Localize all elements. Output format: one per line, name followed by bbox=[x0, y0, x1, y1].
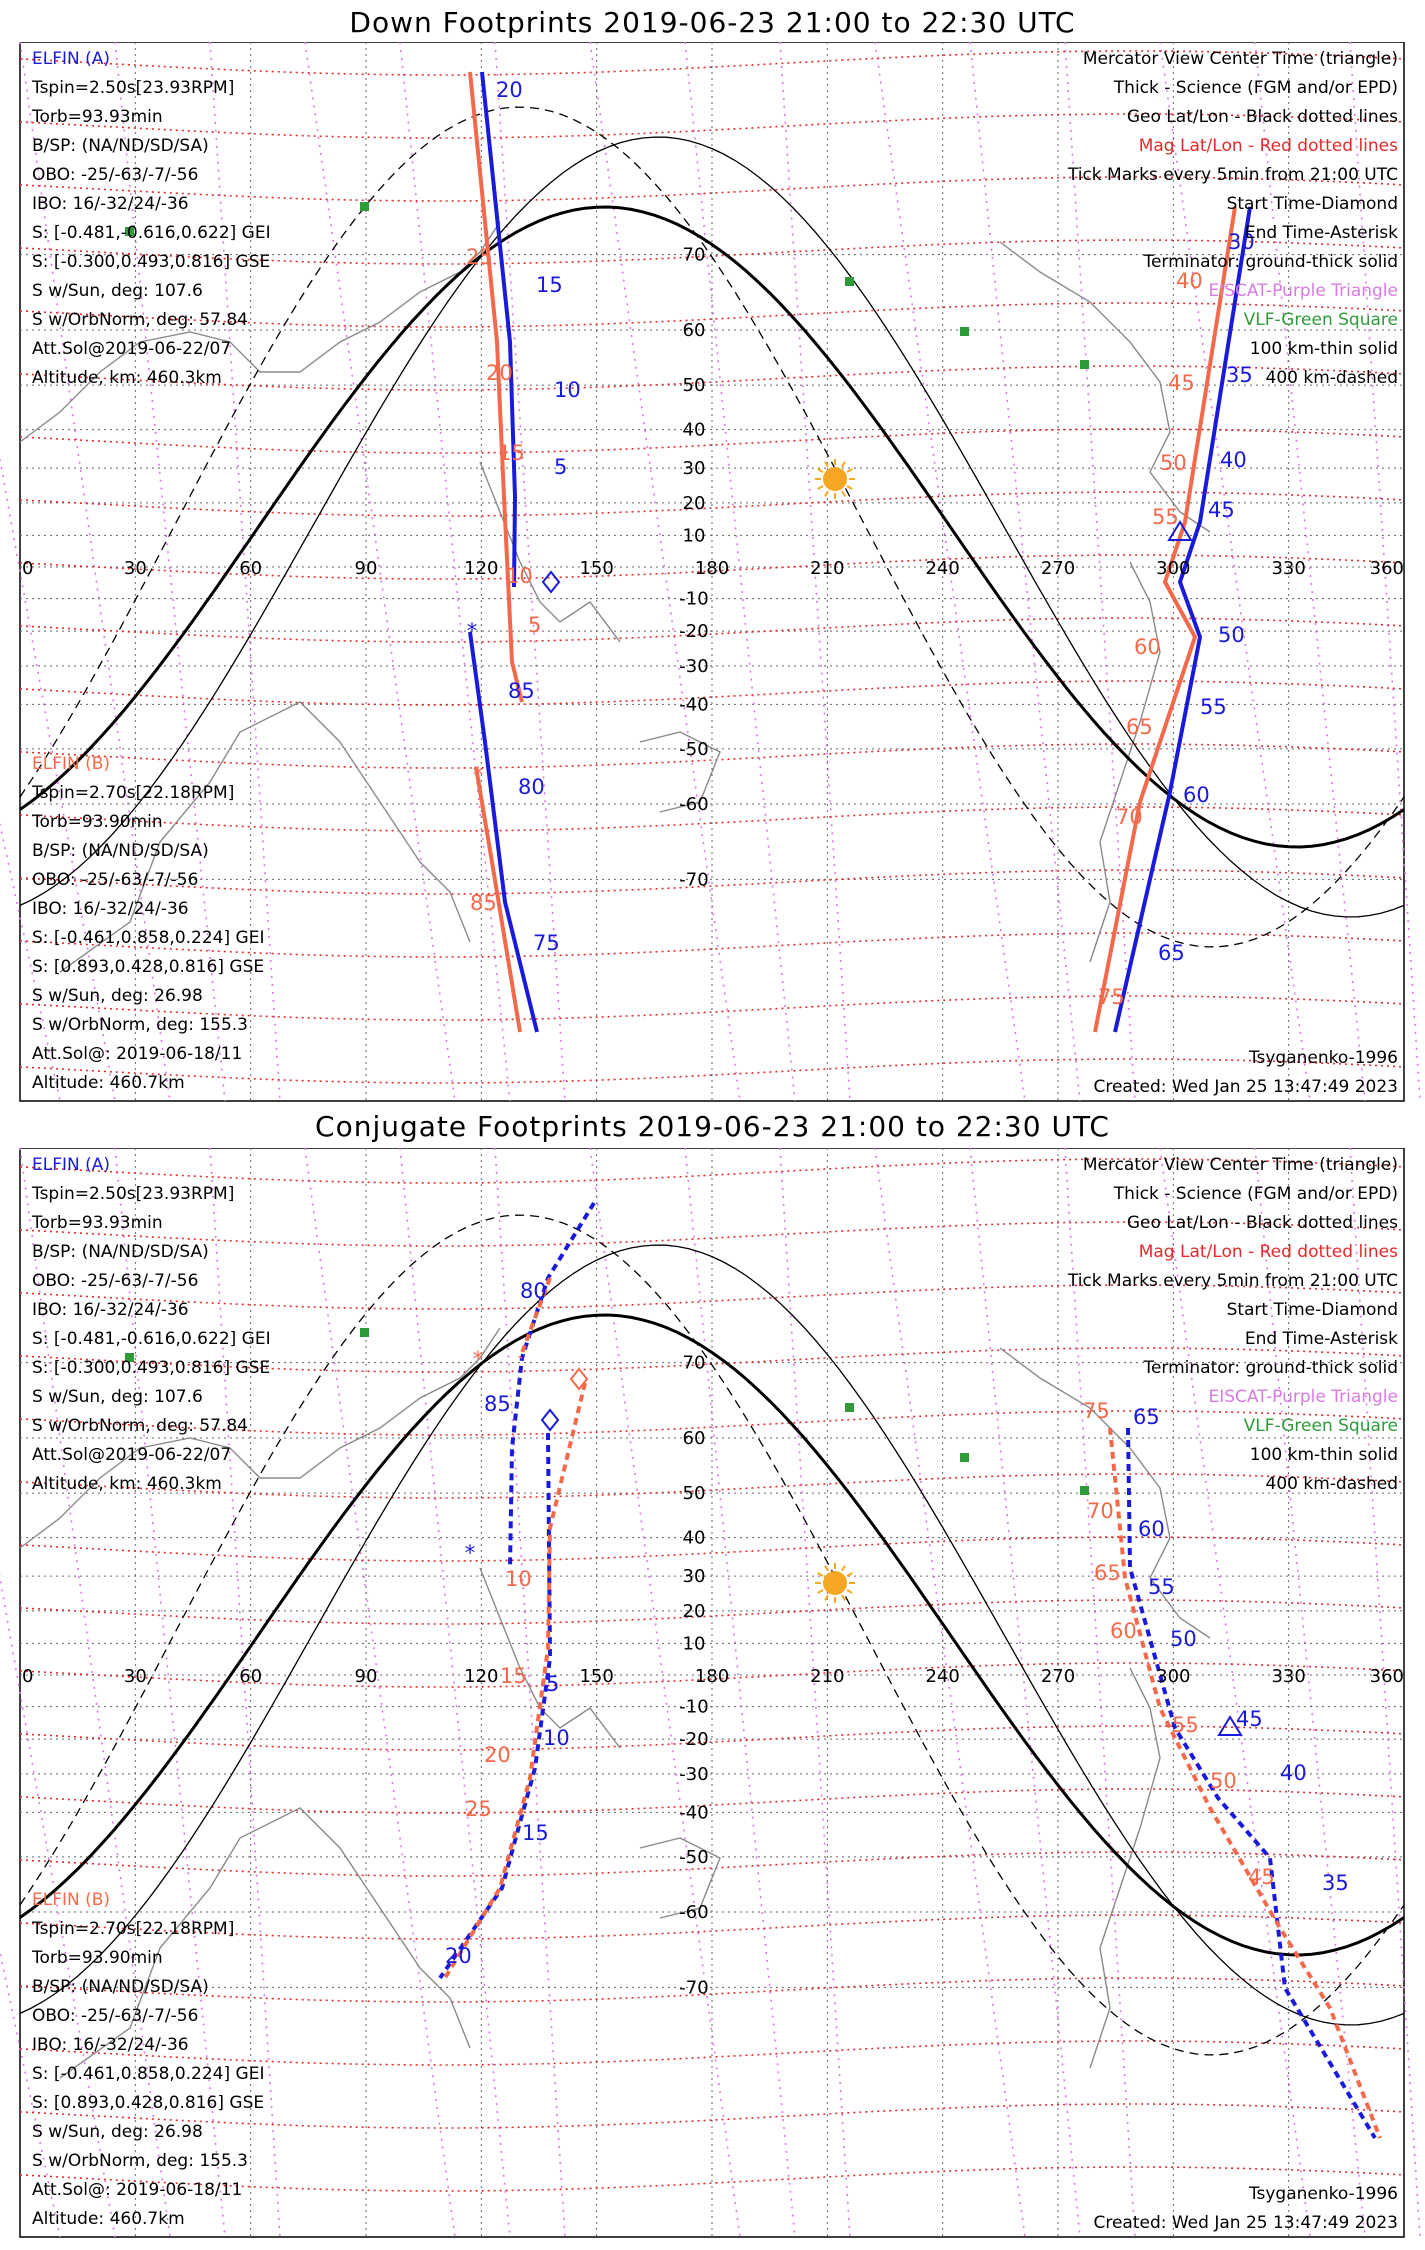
mag-meridian bbox=[305, 1148, 455, 2237]
lon-tick-label: 90 bbox=[354, 1666, 378, 1687]
elfin-b-info-line: Torb=93.90min bbox=[32, 812, 163, 832]
end-asterisk-icon: * bbox=[472, 763, 484, 787]
elfin-a-info bbox=[31, 1155, 271, 1494]
sun-icon bbox=[823, 467, 847, 491]
lon-tick-label: 360 bbox=[1369, 1666, 1404, 1687]
elfin-a-tick-label: 45 bbox=[1208, 498, 1235, 522]
elfin-b-info-line: IBO: 16/-32/24/-36 bbox=[32, 899, 189, 919]
legend-entry: EISCAT-Purple Triangle bbox=[1208, 281, 1398, 301]
panel-1-title: Down Footprints 2019-06-23 21:00 to 22:30 UTC bbox=[349, 6, 1076, 39]
sun-ray bbox=[825, 1566, 828, 1571]
elfin-a-info-line: Att.Sol@2019-06-22/07 bbox=[32, 1445, 232, 1465]
lat-tick-label: -30 bbox=[679, 655, 709, 677]
created-timestamp: Created: Wed Jan 25 13:47:49 2023 bbox=[1093, 1077, 1398, 1097]
lon-tick-label: 330 bbox=[1271, 1666, 1306, 1687]
legend-entry: Thick - Science (FGM and/or EPD) bbox=[1113, 78, 1398, 98]
elfin-b-info-line: S: [-0.461,0.858,0.224] GEI bbox=[32, 2064, 265, 2084]
lon-tick-label: 300 bbox=[1156, 558, 1191, 579]
lon-tick-label: 0 bbox=[22, 558, 34, 579]
elfin-a-tick-label: 20 bbox=[445, 1944, 472, 1968]
elfin-a-info-line: Altitude, km: 460.3km bbox=[32, 1474, 222, 1494]
elfin-a-track-right bbox=[1115, 207, 1250, 1032]
sun-ray bbox=[847, 1590, 852, 1593]
elfin-a-tick-label: 60 bbox=[1138, 1517, 1165, 1541]
elfin-a-tick-label: 80 bbox=[518, 775, 545, 799]
lon-tick-label: 270 bbox=[1040, 1666, 1076, 1687]
legend-entry: Start Time-Diamond bbox=[1226, 1300, 1398, 1320]
sun-ray bbox=[842, 1595, 845, 1600]
elfin-b-tick-label: 45 bbox=[1248, 1865, 1275, 1889]
model-label: Tsyganenko-1996 bbox=[1248, 2184, 1398, 2204]
lon-tick-label: 210 bbox=[810, 558, 845, 579]
elfin-a-tick-label: 55 bbox=[1148, 1575, 1175, 1599]
elfin-a-info-line: Att.Sol@2019-06-22/07 bbox=[32, 339, 232, 359]
elfin-b-info-line: OBO: -25/-63/-7/-56 bbox=[32, 870, 199, 890]
lon-tick-label: 120 bbox=[464, 558, 499, 579]
elfin-a-info-line: Tspin=2.50s[23.93RPM] bbox=[32, 78, 235, 98]
vlf-station-square bbox=[360, 1328, 369, 1337]
legend-entry: Thick - Science (FGM and/or EPD) bbox=[1113, 1184, 1398, 1204]
legend-entry: Mercator View Center Time (triangle) bbox=[1082, 49, 1398, 69]
elfin-a-tick-label: 45 bbox=[1236, 1707, 1263, 1731]
lat-tick-label: 20 bbox=[682, 1600, 706, 1622]
mag-meridian bbox=[1065, 42, 1135, 1101]
lat-tick-label: 50 bbox=[682, 375, 706, 397]
legend-entry: EISCAT-Purple Triangle bbox=[1208, 1387, 1398, 1407]
sun-ray bbox=[847, 469, 852, 472]
lat-tick-label: 40 bbox=[682, 1527, 706, 1549]
sun-ray bbox=[842, 462, 845, 467]
lat-tick-label: -60 bbox=[679, 1902, 709, 1924]
lat-tick-label: 70 bbox=[682, 1352, 706, 1374]
elfin-a-info-line: S: [-0.300,0.493,0.816] GSE bbox=[32, 252, 271, 272]
elfin-a-info-line: B/SP: (NA/ND/SD/SA) bbox=[32, 136, 209, 156]
elfin-a-tick-label: 65 bbox=[1158, 941, 1185, 965]
elfin-a-info-line: S w/OrbNorm, deg: 57.84 bbox=[32, 1416, 249, 1436]
elfin-a-tick-label: 35 bbox=[1322, 1871, 1349, 1895]
elfin-b-tick-label: 15 bbox=[498, 441, 525, 465]
lon-tick-label: 150 bbox=[579, 1666, 614, 1687]
lat-tick-label: 60 bbox=[682, 319, 706, 341]
lat-tick-label: 30 bbox=[682, 458, 706, 480]
elfin-a-tick-label: 55 bbox=[1200, 695, 1227, 719]
lon-tick-label: 120 bbox=[464, 1666, 499, 1687]
down-footprints-map bbox=[0, 42, 1425, 1107]
lon-tick-label: 90 bbox=[354, 558, 378, 579]
elfin-a-tick-label: 35 bbox=[1226, 363, 1253, 387]
lat-tick-label: 50 bbox=[682, 1483, 706, 1505]
elfin-b-info-line: S w/OrbNorm, deg: 155.3 bbox=[32, 2151, 249, 2171]
elfin-b-info bbox=[31, 754, 264, 1093]
vlf-station-square bbox=[960, 327, 969, 336]
elfin-a-tick-label: 50 bbox=[1218, 623, 1245, 647]
legend-entry: End Time-Asterisk bbox=[1244, 1329, 1398, 1349]
elfin-a-info-line: B/SP: (NA/ND/SD/SA) bbox=[32, 1242, 209, 1262]
conjugate-footprints-map bbox=[0, 1148, 1425, 2243]
elfin-b-tick-label: 15 bbox=[500, 1664, 527, 1688]
end-asterisk-icon: * bbox=[466, 619, 478, 643]
legend-entry: 400 km-dashed bbox=[1265, 1474, 1398, 1494]
elfin-b-info-line: S w/Sun, deg: 26.98 bbox=[32, 986, 203, 1006]
elfin-a-name: ELFIN (A) bbox=[32, 1155, 111, 1175]
elfin-b-tick-label: 10 bbox=[505, 1567, 532, 1591]
elfin-b-info-line: Altitude: 460.7km bbox=[32, 2209, 185, 2229]
elfin-b-tick-label: 20 bbox=[486, 361, 513, 385]
legend-entry: Geo Lat/Lon - Black dotted lines bbox=[1126, 107, 1398, 127]
elfin-a-tick-label: 50 bbox=[1170, 1627, 1197, 1651]
coastline bbox=[1090, 562, 1160, 962]
elfin-b-info-line: S w/OrbNorm, deg: 155.3 bbox=[32, 1015, 249, 1035]
legend-entry: Mag Lat/Lon - Red dotted lines bbox=[1138, 136, 1398, 156]
mag-meridian bbox=[780, 1148, 850, 2237]
elfin-a-tick-label: 60 bbox=[1183, 783, 1210, 807]
sun-ray bbox=[818, 1573, 823, 1576]
lat-tick-label: -60 bbox=[679, 794, 709, 816]
elfin-a-tick-label: 15 bbox=[536, 273, 563, 297]
elfin-b-info-line: S: [0.893,0.428,0.816] GSE bbox=[32, 2093, 265, 2113]
mag-meridian bbox=[1065, 1148, 1135, 2237]
lat-tick-label: 70 bbox=[682, 244, 706, 266]
coastline bbox=[480, 462, 620, 642]
elfin-b-info-line: Tspin=2.70s[22.18RPM] bbox=[32, 1919, 235, 1939]
elfin-a-info-line: S: [-0.481,-0.616,0.622] GEI bbox=[32, 1329, 271, 1349]
lon-tick-label: 180 bbox=[694, 558, 730, 579]
start-diamond-icon bbox=[542, 1410, 558, 1430]
elfin-a-info-line: Torb=93.93min bbox=[32, 107, 163, 127]
sun-icon bbox=[823, 1571, 847, 1595]
legend-entry: VLF-Green Square bbox=[1243, 1416, 1398, 1436]
elfin-b-info-line: B/SP: (NA/ND/SD/SA) bbox=[32, 1977, 209, 1997]
elfin-b-info-line: OBO: -25/-63/-7/-56 bbox=[32, 2006, 199, 2026]
mag-meridian bbox=[875, 1148, 1025, 2237]
elfin-b-info-line: S: [-0.461,0.858,0.224] GEI bbox=[32, 928, 265, 948]
elfin-a-tick-label: 85 bbox=[508, 679, 535, 703]
lon-tick-label: 60 bbox=[239, 1666, 263, 1687]
elfin-a-info-line: S: [-0.481,-0.616,0.622] GEI bbox=[32, 223, 271, 243]
elfin-a-tick-label: 65 bbox=[1133, 1405, 1160, 1429]
legend-entry: Tick Marks every 5min from 21:00 UTC bbox=[1067, 1271, 1398, 1291]
elfin-b-tick-label: 55 bbox=[1152, 505, 1179, 529]
vlf-station-square bbox=[845, 277, 854, 286]
legend-entry: End Time-Asterisk bbox=[1244, 223, 1398, 243]
lon-tick-label: 360 bbox=[1369, 558, 1404, 579]
elfin-b-info bbox=[31, 1890, 264, 2229]
lat-tick-label: 30 bbox=[682, 1566, 706, 1588]
lat-tick-label: -10 bbox=[679, 588, 709, 610]
elfin-b-tick-label: 25 bbox=[466, 245, 493, 269]
elfin-a-tick-label: 5 bbox=[554, 455, 568, 479]
lat-tick-label: 40 bbox=[682, 419, 706, 441]
elfin-b-info-line: Att.Sol@: 2019-06-18/11 bbox=[32, 1044, 243, 1064]
end-asterisk-icon: * bbox=[464, 1541, 476, 1565]
elfin-b-info-line: Torb=93.90min bbox=[32, 1948, 163, 1968]
mag-meridian bbox=[970, 1148, 1080, 2237]
lat-tick-label: -20 bbox=[679, 1729, 709, 1751]
sun-ray bbox=[818, 469, 823, 472]
elfin-b-info-line: Tspin=2.70s[22.18RPM] bbox=[32, 783, 235, 803]
lon-tick-label: 330 bbox=[1271, 558, 1306, 579]
elfin-b-tick-label: 5 bbox=[528, 613, 542, 637]
coastline bbox=[1090, 1668, 1160, 2068]
elfin-a-info-line: Tspin=2.50s[23.93RPM] bbox=[32, 1184, 235, 1204]
elfin-a-info-line: Altitude, km: 460.3km bbox=[32, 368, 222, 388]
vlf-station-square bbox=[960, 1453, 969, 1462]
lon-tick-label: 30 bbox=[123, 1666, 147, 1687]
lat-tick-label: -50 bbox=[679, 1846, 709, 1868]
lat-tick-label: 10 bbox=[682, 525, 706, 547]
elfin-b-tick-label: 70 bbox=[1087, 1499, 1114, 1523]
vlf-station-square bbox=[845, 1403, 854, 1412]
elfin-b-tick-label: 40 bbox=[1176, 269, 1203, 293]
mag-meridian bbox=[590, 1148, 740, 2237]
elfin-b-tick-label: 50 bbox=[1160, 451, 1187, 475]
lat-tick-label: 20 bbox=[682, 492, 706, 514]
lat-tick-label: -20 bbox=[679, 621, 709, 643]
elfin-a-info-line: S w/OrbNorm, deg: 57.84 bbox=[32, 310, 249, 330]
elfin-a-tick-label: 30 bbox=[1228, 230, 1255, 254]
lon-tick-label: 300 bbox=[1156, 1666, 1191, 1687]
elfin-a-name: ELFIN (A) bbox=[32, 49, 111, 69]
elfin-a-info-line: S w/Sun, deg: 107.6 bbox=[32, 281, 203, 301]
elfin-b-name: ELFIN (B) bbox=[32, 754, 111, 774]
legend bbox=[1067, 1155, 1398, 1494]
elfin-a-tick-label: 20 bbox=[496, 78, 523, 102]
end-asterisk-icon: * bbox=[472, 1347, 484, 1371]
elfin-b-info-line: B/SP: (NA/ND/SD/SA) bbox=[32, 841, 209, 861]
sun-ray bbox=[825, 491, 828, 496]
lat-tick-label: 60 bbox=[682, 1427, 706, 1449]
elfin-a-info-line: Torb=93.93min bbox=[32, 1213, 163, 1233]
legend-entry: 100 km-thin solid bbox=[1249, 339, 1398, 359]
lon-tick-label: 240 bbox=[925, 1666, 960, 1687]
elfin-a-info-line: S: [-0.300,0.493,0.816] GSE bbox=[32, 1358, 271, 1378]
sun-ray bbox=[847, 1573, 852, 1576]
elfin-a-info-line: S w/Sun, deg: 107.6 bbox=[32, 1387, 203, 1407]
elfin-b-tick-label: 45 bbox=[1168, 371, 1195, 395]
sun-ray bbox=[818, 486, 823, 489]
legend-entry: Tick Marks every 5min from 21:00 UTC bbox=[1067, 165, 1398, 185]
elfin-b-info-line: S w/Sun, deg: 26.98 bbox=[32, 2122, 203, 2142]
lon-tick-label: 210 bbox=[810, 1666, 845, 1687]
elfin-b-name: ELFIN (B) bbox=[32, 1890, 111, 1910]
lon-tick-label: 60 bbox=[239, 558, 263, 579]
elfin-a-tick-label: 5 bbox=[546, 1672, 560, 1696]
elfin-b-info-line: IBO: 16/-32/24/-36 bbox=[32, 2035, 189, 2055]
sun-ray bbox=[842, 1566, 845, 1571]
legend-entry: Mag Lat/Lon - Red dotted lines bbox=[1138, 1242, 1398, 1262]
lon-tick-label: 150 bbox=[579, 558, 614, 579]
lat-tick-label: -70 bbox=[679, 869, 709, 891]
legend-entry: Mercator View Center Time (triangle) bbox=[1082, 1155, 1398, 1175]
start-diamond-icon bbox=[543, 572, 559, 592]
lat-tick-label: -40 bbox=[679, 694, 709, 716]
vlf-station-square bbox=[360, 202, 369, 211]
model-label: Tsyganenko-1996 bbox=[1248, 1048, 1398, 1068]
elfin-b-tick-label: 25 bbox=[465, 1797, 492, 1821]
elfin-a-track-right bbox=[1128, 1428, 1375, 2138]
elfin-b-tick-label: 65 bbox=[1094, 1561, 1121, 1585]
legend-entry: Terminator: ground-thick solid bbox=[1143, 1358, 1398, 1378]
elfin-a-info-line: OBO: -25/-63/-7/-56 bbox=[32, 1271, 199, 1291]
elfin-b-tick-label: 70 bbox=[1116, 805, 1143, 829]
elfin-b-tick-label: 75 bbox=[1083, 1399, 1110, 1423]
legend-entry: Geo Lat/Lon - Black dotted lines bbox=[1126, 1213, 1398, 1233]
sun-ray bbox=[847, 486, 852, 489]
elfin-a-info-line: OBO: -25/-63/-7/-56 bbox=[32, 165, 199, 185]
elfin-b-track-upper bbox=[470, 72, 522, 702]
lat-tick-label: -50 bbox=[679, 738, 709, 760]
elfin-a-tick-label: 85 bbox=[484, 1392, 511, 1416]
elfin-a-tick-label: 10 bbox=[543, 1726, 570, 1750]
lon-tick-label: 270 bbox=[1040, 558, 1076, 579]
sun-ray bbox=[818, 1590, 823, 1593]
elfin-a-tick-label: 40 bbox=[1280, 1761, 1307, 1785]
elfin-a-tick-label: 80 bbox=[520, 1279, 547, 1303]
elfin-b-info-line: Altitude: 460.7km bbox=[32, 1073, 185, 1093]
legend-entry: 400 km-dashed bbox=[1265, 368, 1398, 388]
elfin-a-info-line: IBO: 16/-32/24/-36 bbox=[32, 1300, 189, 1320]
elfin-a-info bbox=[31, 49, 271, 388]
elfin-a-tick-label: 40 bbox=[1220, 448, 1247, 472]
lat-tick-label: -40 bbox=[679, 1802, 709, 1824]
sun-ray bbox=[842, 491, 845, 496]
vlf-station-square bbox=[1080, 360, 1089, 369]
elfin-b-tick-label: 60 bbox=[1134, 635, 1161, 659]
lat-tick-label: -10 bbox=[679, 1696, 709, 1718]
elfin-b-tick-label: 10 bbox=[506, 564, 533, 588]
lon-tick-label: 30 bbox=[123, 558, 147, 579]
lat-tick-label: 10 bbox=[682, 1633, 706, 1655]
elfin-b-tick-label: 60 bbox=[1110, 1619, 1137, 1643]
legend-entry: Terminator: ground-thick solid bbox=[1143, 252, 1398, 272]
elfin-a-tick-label: 15 bbox=[522, 1821, 549, 1845]
elfin-b-tick-label: 55 bbox=[1172, 1713, 1199, 1737]
vlf-station-square bbox=[1080, 1486, 1089, 1495]
elfin-a-tick-label: 75 bbox=[533, 931, 560, 955]
elfin-b-tick-label: 65 bbox=[1126, 715, 1153, 739]
legend-entry: 100 km-thin solid bbox=[1249, 1445, 1398, 1465]
elfin-a-tick-label: 10 bbox=[554, 378, 581, 402]
created-timestamp: Created: Wed Jan 25 13:47:49 2023 bbox=[1093, 2213, 1398, 2233]
legend-entry: Start Time-Diamond bbox=[1226, 194, 1398, 214]
lat-tick-label: -30 bbox=[679, 1763, 709, 1785]
elfin-b-tick-label: 85 bbox=[470, 891, 497, 915]
panel-2-title: Conjugate Footprints 2019-06-23 21:00 to 22:30 UTC bbox=[315, 1110, 1110, 1143]
lon-tick-label: 0 bbox=[22, 1666, 34, 1687]
elfin-b-tick-label: 20 bbox=[484, 1743, 511, 1767]
elfin-b-info-line: Att.Sol@: 2019-06-18/11 bbox=[32, 2180, 243, 2200]
lon-tick-label: 180 bbox=[694, 1666, 730, 1687]
legend-entry: VLF-Green Square bbox=[1243, 310, 1398, 330]
mag-meridian bbox=[400, 1148, 510, 2237]
elfin-b-tick-label: 50 bbox=[1210, 1769, 1237, 1793]
lon-tick-label: 240 bbox=[925, 558, 960, 579]
elfin-b-info-line: S: [0.893,0.428,0.816] GSE bbox=[32, 957, 265, 977]
elfin-b-tick-label: 75 bbox=[1098, 985, 1125, 1009]
lat-tick-label: -70 bbox=[679, 1977, 709, 1999]
elfin-a-info-line: IBO: 16/-32/24/-36 bbox=[32, 194, 189, 214]
mag-meridian bbox=[682, 1148, 795, 2237]
